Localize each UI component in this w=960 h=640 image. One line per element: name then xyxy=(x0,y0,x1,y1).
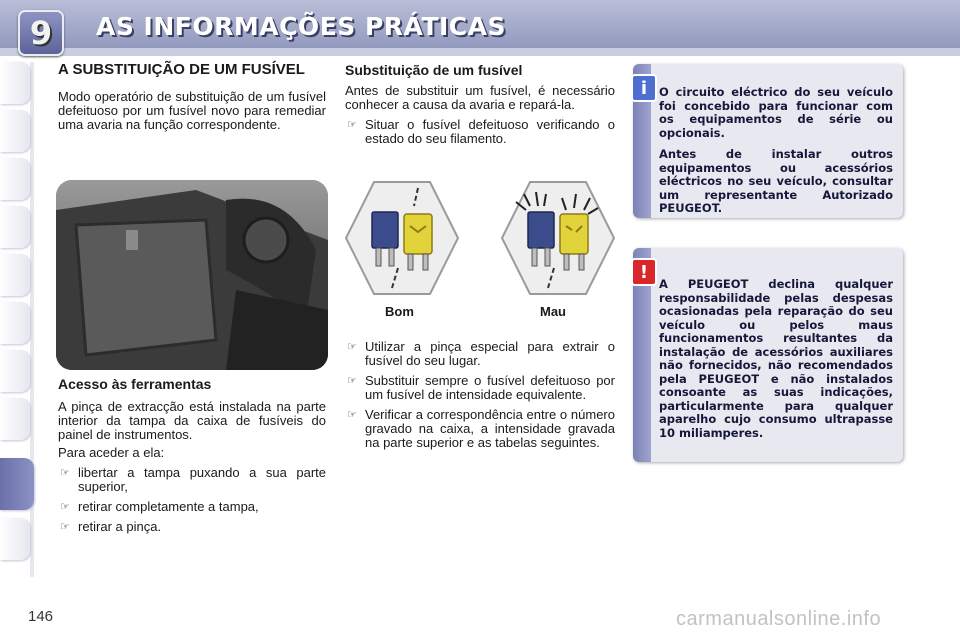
list-item xyxy=(345,374,615,402)
warning-box xyxy=(633,248,903,462)
tools-text: A pinça de extracção está instalada na parte interior da tampa da caixa de fusíveis do painel de instrumentos. xyxy=(58,399,326,442)
fuse-bad-label: Mau xyxy=(540,304,566,319)
pointing-hand-icon: ☞ xyxy=(347,409,357,421)
fuse-good-figure xyxy=(344,180,460,296)
fuse-good-label: Bom xyxy=(385,304,414,319)
step-text: Substituir sempre o fusível defeituoso por um fusível de intensidade equivalente. xyxy=(365,373,615,402)
chapter-tab-6[interactable] xyxy=(0,302,30,344)
section-title: A SUBSTITUIÇÃO DE UM FUSÍVEL xyxy=(58,61,305,78)
list-item xyxy=(58,500,326,514)
chapter-badge[interactable] xyxy=(18,10,64,56)
blown-fuse-icon xyxy=(500,180,616,296)
list-item xyxy=(345,118,615,146)
middle-column xyxy=(345,62,615,146)
info-paragraph-1: O circuito eléctrico do seu veículo foi concebido para funcionar com os equipamentos de série ou opcionais. xyxy=(659,85,893,140)
tools-title: Acesso às ferramentas xyxy=(58,376,212,392)
replacement-intro: Antes de substituir um fusível, é necessário conhecer a causa da avaria e repará-la. xyxy=(345,83,615,112)
access-intro: Para aceder a ela: xyxy=(58,445,165,460)
step-text: retirar completamente a tampa, xyxy=(78,499,259,514)
replacement-title: Substituição de um fusível xyxy=(345,62,523,78)
step-text: Utilizar a pinça especial para extrair o fusível do seu lugar. xyxy=(365,339,615,368)
info-paragraph-2: Antes de instalar outros equipamentos ou acessórios eléctricos no seu veículo, consultar um representante Autorizado PEUGEOT. xyxy=(659,147,893,215)
chapter-tab-2[interactable] xyxy=(0,110,30,152)
warning-icon: ! xyxy=(631,258,657,286)
list-item xyxy=(58,520,326,534)
pointing-hand-icon: ☞ xyxy=(60,467,70,479)
watermark[interactable]: carmanualsonline.info xyxy=(676,608,882,630)
chapter-tab-8[interactable] xyxy=(0,398,30,440)
pointing-hand-icon: ☞ xyxy=(347,119,357,131)
left-column xyxy=(58,62,326,132)
page-title: AS INFORMAÇÕES PRÁTICAS xyxy=(96,12,507,41)
step-text: retirar a pinça. xyxy=(78,519,162,534)
pointing-hand-icon: ☞ xyxy=(347,341,357,353)
step-text: Situar o fusível defeituoso verificando o estado do seu filamento. xyxy=(365,117,615,146)
fuse-bad-figure xyxy=(500,180,616,296)
pointing-hand-icon: ☞ xyxy=(60,501,70,513)
replacement-steps xyxy=(345,340,615,450)
chapter-tab-1[interactable] xyxy=(0,62,30,104)
list-item xyxy=(345,340,615,368)
info-icon: i xyxy=(631,74,657,102)
chapter-tab-4[interactable] xyxy=(0,206,30,248)
info-box xyxy=(633,64,903,218)
step-text: libertar a tampa puxando a sua parte superior, xyxy=(78,465,326,494)
info-box-text xyxy=(659,86,893,216)
chapter-tabs xyxy=(0,62,36,577)
chapter-tab-9-active[interactable] xyxy=(0,458,34,510)
tools-section xyxy=(58,376,326,534)
chapter-tab-7[interactable] xyxy=(0,350,30,392)
fuse-box-photo xyxy=(56,180,328,370)
chapter-number: 9 xyxy=(29,14,53,52)
pointing-hand-icon: ☞ xyxy=(60,521,70,533)
chapter-tab-3[interactable] xyxy=(0,158,30,200)
list-item xyxy=(58,466,326,494)
chapter-tab-10[interactable] xyxy=(0,518,30,560)
dashboard-image xyxy=(56,180,328,370)
pointing-hand-icon: ☞ xyxy=(347,375,357,387)
section-intro: Modo operatório de substituição de um fusível defeituoso por um fusível novo para remediar uma avaria na função correspondente. xyxy=(58,89,326,132)
chapter-tab-5[interactable] xyxy=(0,254,30,296)
page-number: 146 xyxy=(28,608,54,625)
header-strip xyxy=(0,48,960,56)
warning-box-text xyxy=(659,278,893,440)
list-item xyxy=(345,408,615,450)
good-fuse-icon xyxy=(344,180,460,296)
step-text: Verificar a correspondência entre o número gravado na caixa, a intensidade gravada na parte superior e as tabelas seguintes. xyxy=(365,407,615,450)
warning-paragraph: A PEUGEOT declina qualquer responsabilidade pelas despesas ocasionadas pela reparação do seu veículo ou pelos maus funcionamentos resultantes da instalação de acessórios auxiliares não fornecidos, não recomendados pela PEUGEOT e não instalados consoante as suas indicações, particularmente para qualquer aparelho cujo consumo ultrapasse 10 miliamperes. xyxy=(659,277,893,440)
